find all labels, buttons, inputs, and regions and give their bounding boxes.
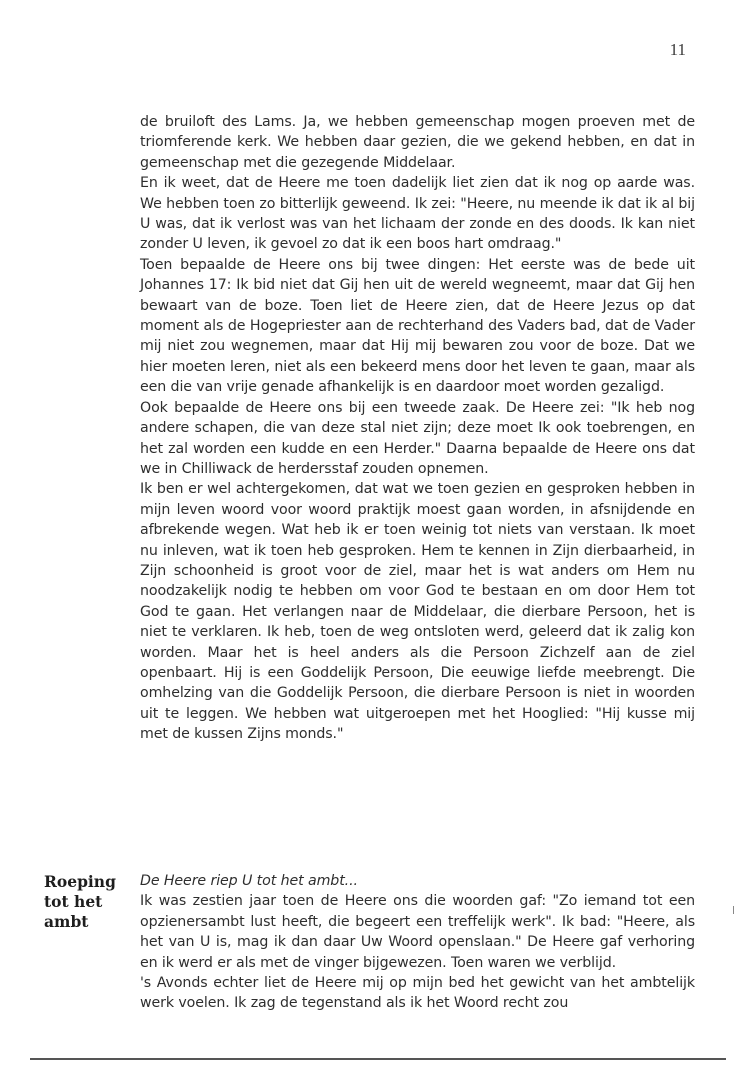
paragraph: En ik weet, dat de Heere me toen dadelijk liet zien dat ik nog op aarde was. We hebben toen zo bitterlijk geweend. Ik zei: "Heere, nu meende ik dat ik al bij U was, dat ik verlost was van het lichaam der zonde en des doods. Ik kan niet zonder U leven, ik gevoel zo dat ik een boos hart omdraag." — [140, 175, 695, 253]
section-text — [140, 871, 695, 1014]
margin-mark — [733, 906, 734, 914]
section-side-heading — [44, 872, 128, 932]
side-heading-line: Roeping — [44, 872, 116, 891]
paragraph: Ik ben er wel achtergekomen, dat wat we toen gezien en gesproken hebben in mijn leven woord voor woord praktijk moest gaan worden, in afsnijdende en afbrekende wegen. Wat heb ik er toen weinig tot niets van verstaan. Ik moet nu inleven, wat ik toen heb gesproken. Hem te kennen in Zijn dierbaarheid, in Zijn schoonheid is groot voor de ziel, maar het is wat anders om Hem nu noodzakelijk nodig te hebben om voor God te bestaan en om door Hem tot God te gaan. Het verlangen naar de Middelaar, die dierbare Persoon, het is niet te verklaren. Ik heb, toen de weg ontsloten werd, geleerd dat ik zalig kon worden. Maar het is heel anders als die Persoon Zichzelf aan de ziel openbaart. Hij is een Goddelijk Persoon, Die eeuwige liefde meebrengt. Die omhelzing van die Goddelijk Persoon, die dierbare Persoon is niet in woorden uit te leggen. We hebben wat uitgeroepen met het Hooglied: "Hij kusse mij met de kussen Zijns monds." — [140, 481, 695, 743]
side-heading-line: tot het — [44, 892, 103, 911]
section-intro: De Heere riep U tot het ambt... — [140, 873, 358, 889]
side-heading-line: ambt — [44, 912, 89, 931]
page-number: 11 — [669, 40, 686, 59]
paragraph: de bruiloft des Lams. Ja, we hebben gemeenschap mogen proeven met de triomferende kerk. We hebben daar gezien, die we gekend hebben, en dat in gemeenschap met die gezegende Middelaar. — [140, 114, 695, 171]
bottom-rule — [30, 1058, 726, 1060]
paragraph: Ook bepaalde de Heere ons bij een tweede zaak. De Heere zei: "Ik heb nog andere schapen, die van deze stal niet zijn; deze moet Ik ook toebrengen, en het zal worden een kudde en een Herder." Daarna bepaalde de Heere ons dat we in Chilliwack de herdersstaf zouden opnemen. — [140, 399, 695, 477]
paragraph: Toen bepaalde de Heere ons bij twee dingen: Het eerste was de bede uit Johannes 17: Ik bid niet dat Gij hen uit de wereld wegneemt, maar dat Gij hen bewaart van de boze. Toen liet de Heere zien, dat de Heere Jezus op dat moment als de Hogepriester aan de rechterhand des Vaders bad, dat de Vader mij niet zou wegnemen, maar dat Hij mij bewaren zou voor de boze. Dat we hier moeten leren, niet als een bekeerd mens door het leven te gaan, maar als een die van vrije genade afhankelijk is en daardoor moet worden gezaligd. — [140, 256, 695, 396]
main-text — [140, 112, 695, 745]
paragraph: 's Avonds echter liet de Heere mij op mijn bed het gewicht van het ambtelijk werk voelen. Ik zag de tegenstand als ik het Woord recht zou — [140, 975, 695, 1012]
paragraph: Ik was zestien jaar toen de Heere ons die woorden gaf: "Zo iemand tot een opzienersambt lust heeft, die begeert een treffelijk werk". Ik bad: "Heere, als het van U is, mag ik dan daar Uw Woord openslaan." De Heere gaf verhoring en ik werd er als met de vinger bijgewezen. Toen waren we verblijd. — [140, 893, 695, 971]
